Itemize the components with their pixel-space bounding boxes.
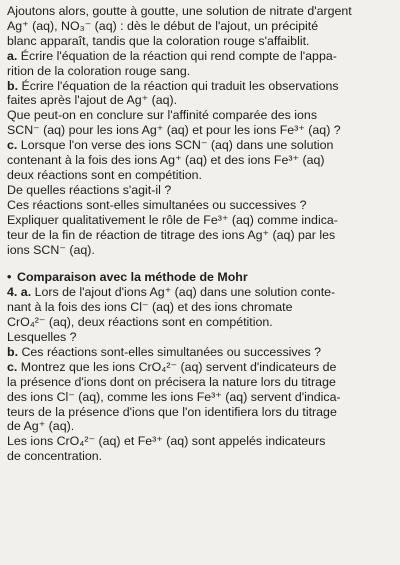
question-label: b. xyxy=(7,344,19,359)
text-line: rition de la coloration rouge sang. xyxy=(7,63,191,78)
text-line: deux réactions sont en compétition. xyxy=(7,167,202,182)
text-line: Lesquelles ? xyxy=(7,330,77,345)
text-line: Ces réactions sont-elles simultanées ou successives ? xyxy=(7,197,307,212)
bullet-icon: • xyxy=(7,270,12,285)
text-line: de concentration. xyxy=(7,449,103,464)
text-line: faites après l'ajout de Ag⁺ (aq). xyxy=(7,93,178,108)
text-line: nant à la fois des ions Cl⁻ (aq) et des ions chromate xyxy=(7,300,293,315)
text-line: De quelles réactions s'agit-il ? xyxy=(7,182,172,197)
section-title: Comparaison avec la méthode de Mohr xyxy=(17,270,248,285)
question-4c xyxy=(7,360,394,464)
question-label: a. xyxy=(20,285,32,300)
question-label: c. xyxy=(7,138,18,153)
text-line: Expliquer qualitativement le rôle de Fe³⁺ (aq) comme indica- xyxy=(7,212,338,227)
text-line: SCN⁻ (aq) pour les ions Ag⁺ (aq) et pour les ions Fe³⁺ (aq) ? xyxy=(7,123,341,138)
text-line: c. Lorsque l'on verse des ions SCN⁻ (aq) dans une solution xyxy=(7,138,334,153)
question-b xyxy=(7,79,394,139)
text-line: contenant à la fois des ions Ag⁺ (aq) et des ions Fe³⁺ (aq) xyxy=(7,153,325,168)
text-line: a. Écrire l'équation de la réaction qui rend compte de l'appa- xyxy=(7,48,337,63)
text-line: c. Montrez que les ions CrO₄²⁻ (aq) servent d'indicateurs de xyxy=(7,359,337,374)
question-label: a. xyxy=(7,48,18,63)
text-line: b. Écrire l'équation de la réaction qui traduit les observations xyxy=(7,78,339,93)
question-label: c. xyxy=(7,359,18,374)
question-a xyxy=(7,49,394,79)
question-4a xyxy=(7,285,394,345)
text-line: Ajoutons alors, goutte à goutte, une solution de nitrate d'argent xyxy=(7,4,352,18)
text-line: des ions Cl⁻ (aq), comme les ions Fe³⁺ (aq) servent d'indica- xyxy=(7,389,341,404)
text-line: Les ions CrO₄²⁻ (aq) et Fe³⁺ (aq) sont appelés indicateurs xyxy=(7,434,326,449)
text-line: 4. a. Lors de l'ajout d'ions Ag⁺ (aq) dans une solution conte- xyxy=(7,285,336,300)
question-c xyxy=(7,138,394,257)
text-line: de Ag⁺ (aq). xyxy=(7,419,75,434)
text-line: Que peut-on en conclure sur l'affinité comparée des ions xyxy=(7,108,318,123)
text-line: la présence d'ions dont on précisera la nature lors du titrage xyxy=(7,374,336,389)
question-4b xyxy=(7,345,394,360)
text-line: blanc apparaît, tandis que la coloration rouge s'affaiblit. xyxy=(7,33,310,48)
text-line: teur de la fin de réaction de titrage des ions Ag⁺ (aq) par les xyxy=(7,227,336,242)
question-label: b. xyxy=(7,78,19,93)
spacer xyxy=(7,257,394,270)
question-number: 4. xyxy=(7,285,18,300)
text-line: Ag⁺ (aq), NO₃⁻ (aq) : dès le début de l'ajout, un précipité xyxy=(7,18,319,33)
section-heading xyxy=(7,270,394,285)
text-line: teurs de la présence d'ions que l'on identifiera lors du titrage xyxy=(7,404,337,419)
text-line: ions SCN⁻ (aq). xyxy=(7,242,95,257)
text-line: CrO₄²⁻ (aq), deux réactions sont en compétition. xyxy=(7,315,273,330)
text-line: b. Ces réactions sont-elles simultanées ou successives ? xyxy=(7,344,322,359)
intro-paragraph xyxy=(7,4,394,49)
